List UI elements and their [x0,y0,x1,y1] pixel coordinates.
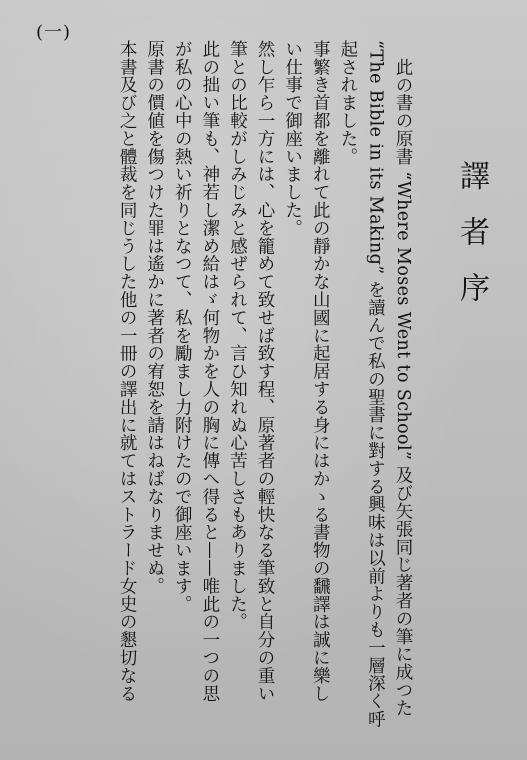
text-column-10: 原書の價値を傷つけた罪は遙かに著者の宥恕を請はねばなりませぬ。 [144,40,165,595]
text-column-8: 此の拙い筆も、神若し潔め給はゞ何物かを人の胸に傳へ得ると——唯此の一つの思 [199,40,220,703]
text-column-2: “The Bible in its Making” を讀んで私の聖書に對する興味は以前よりも一層深く呼 [365,40,386,729]
text-column-11: 本書及び之と體裁を同じうした他の一冊の譯出に就てはストラード女史の懇切なる [117,40,138,703]
text-column-7: 筆との比較がしみじみと感ぜられて、言ひ知れぬ心苦しさもありました。 [227,40,248,631]
text-column-3: 起されました。 [337,40,358,166]
page-number: (一) [36,22,72,43]
text-column-5: い仕事で御座いました。 [282,40,303,237]
text-column-4: 事繁き首都を離れて此の靜かな山國に起居する身にはかゝる書物の飜譯は誠に樂し [310,40,331,703]
section-title: 譯者序 [454,160,489,328]
text-column-9: が私の心中の熱い祈りとなつて、私を勵まし力附けたので御座います。 [172,40,193,613]
text-column-1: 此の書の原書 “Where Moses Went to School” 及び矢張同じ著者の筆に成つた [393,58,413,717]
body-text [36,40,416,740]
text-column-6: 然し乍ら一方には、心を籠めて致せば致す程、原著者の輕快なる筆致と自分の重い [255,40,276,703]
